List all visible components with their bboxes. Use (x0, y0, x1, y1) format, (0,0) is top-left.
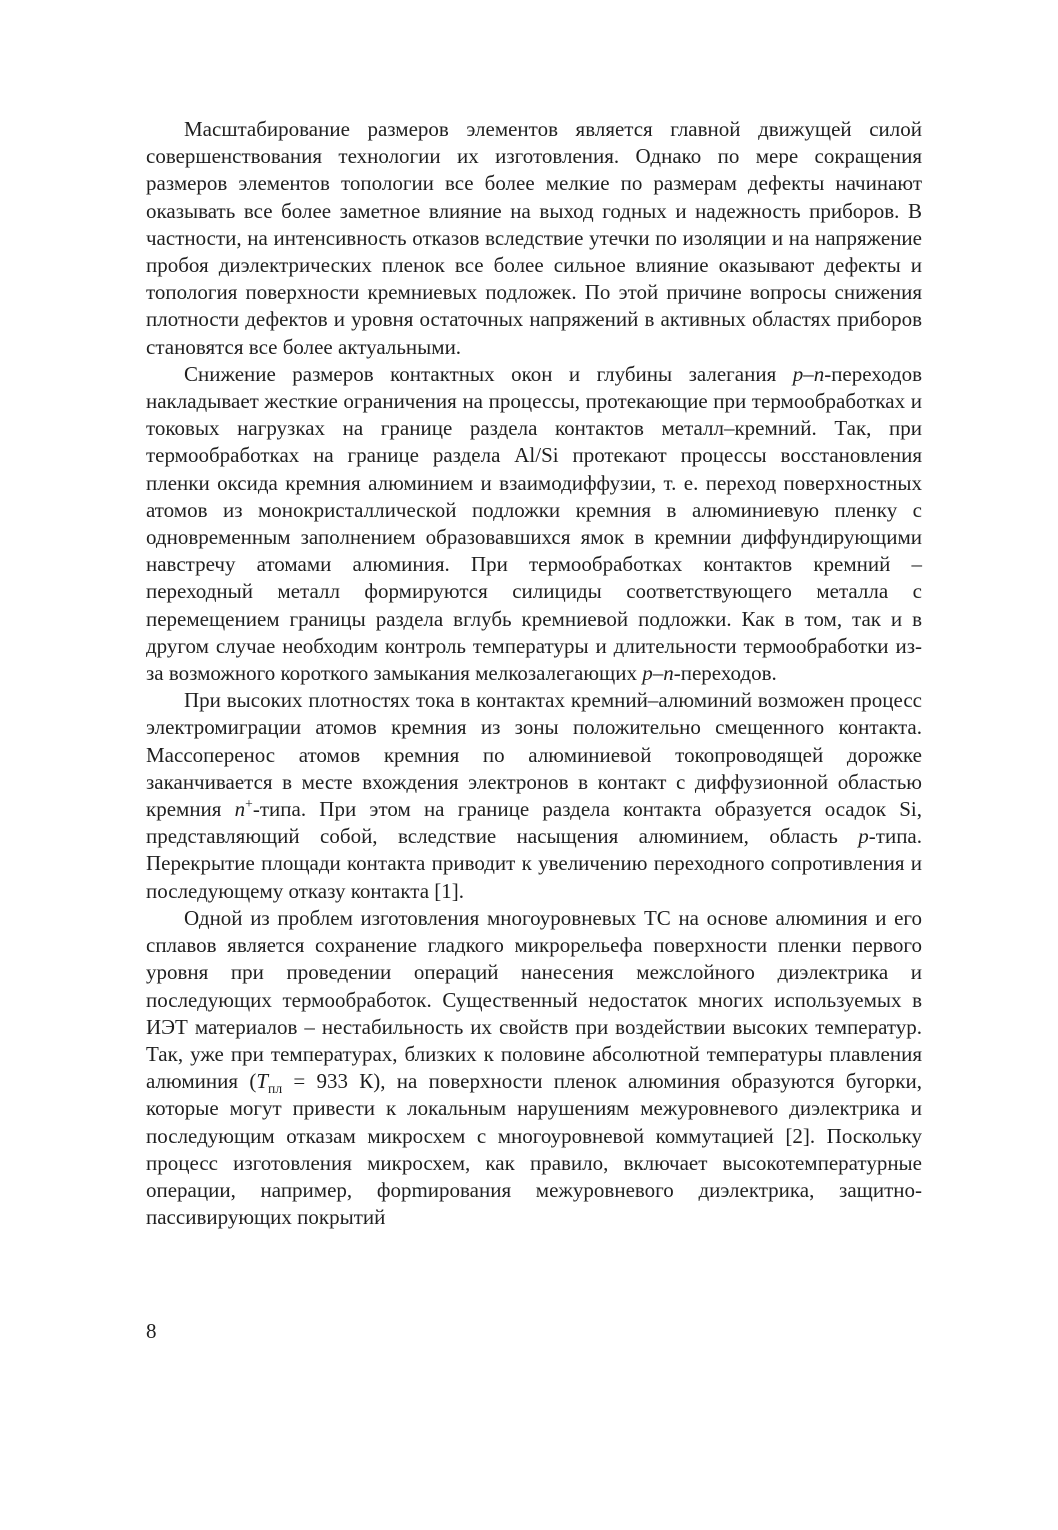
paragraph-4-segment: пл (268, 1081, 283, 1097)
paragraph-3-segment: p (858, 824, 869, 849)
paragraph-3-segment: + (245, 796, 253, 812)
page-body (146, 116, 922, 1231)
paragraph-2-segment: – (652, 661, 664, 686)
paragraph-2-segment: n (813, 361, 825, 386)
paragraph-2-segment: -переходов. (673, 661, 777, 686)
paragraph-4-segment: Одной из проблем изготовления многоуровневых ТС на основе алюминия и его сплавов является сохранение гладкого микрорельефа поверхности пленки первого уровня при проведении операций нанесения межслойного диэлектрика и последующих термообработок. Существенный недостаток многих используемых в ИЭТ материалов – нестабильность их свойств при воздействии высоких температур. Так, уже при температурах, близких к половине абсолютной температуры плавления алюминия ( (146, 905, 922, 1094)
paragraph-1-segment: Масштабирование размеров элементов является главной движущей силой совершенствования технологии их изготовления. Однако по мере сокращения размеров элементов топологии все более мелкие по размерам дефекты начинают оказывать все более заметное влияние на выход годных и надежность приборов. В частности, на интенсивность отказов вследствие утечки по изоляции и на напряжение пробоя диэлектрических пленок все более сильное влияние оказывают дефекты и топология поверхности кремниевых подложек. По этой причине вопросы снижения плотности дефектов и уровня остаточных напряжений в активных областях приборов становятся все более актуальными. (146, 117, 922, 359)
page-number: 8 (146, 1319, 157, 1343)
paragraph-4-segment: T (256, 1069, 269, 1094)
paragraph-2-segment: n (663, 661, 674, 686)
paragraph-4 (146, 905, 922, 1231)
paragraph-3-segment: -типа. Перекрытие площади контакта приводит к увеличению переходного сопротивления и последующему отказу контакта [1]. (146, 824, 922, 903)
paragraph-3-segment: -типа. При этом на границе раздела контакта образуется осадок Si, представляющий собой, вследствие насыщения алюминием, область (146, 797, 922, 849)
paragraph-3 (146, 687, 922, 905)
paragraph-4-segment: = 933 К), на поверхности пленок алюминия образуются бугорки, которые могут привести к локальным нарушениям межуровневого диэлектрика и последующим отказам микросхем с многоуровневой коммутацией [2]. Поскольку процесс изготовления микросхем, как правило, включает высокотемпературные операции, например, форmирования межуровневого диэлектрика, защитно-пассивирующих покрытий (146, 1069, 922, 1230)
paragraph-2-segment: p (642, 661, 653, 686)
paragraph-2 (146, 361, 922, 687)
paragraph-2-segment: p (792, 361, 804, 386)
paragraph-2-segment: – (803, 361, 814, 386)
paragraph-2-segment: -переходов накладывает жесткие ограничения на процессы, протекающие при термообработках и токовых нагрузках на границе раздела контактов металл–кремний. Так, при термообработках на границе раздела Al/Si протекают процессы восстановления пленки оксида кремния алюминием и взаимодиффузии, т. е. переход поверхностных атомов из монокристаллической подложки кремния в алюминиевую пленку с одновременным заполнением образовавшихся ямок в кремнии диффундирующими навстречу атомами алюминия. При термообработках контактов кремний – переходный металл формируются силициды соответствующего металла с перемещением границы раздела вглубь кремниевой подложки. Как в том, так и в другом случае необходим контроль температуры и длительности термообработки из-за возможного короткого замыкания мелкозалегающих (146, 361, 922, 686)
paragraph-1 (146, 116, 922, 361)
paragraph-2-segment: Снижение размеров контактных окон и глубины залегания (184, 361, 793, 386)
paragraph-3-segment: При высоких плотностях тока в контактах кремний–алюминий возможен процесс электромиграции атомов кремния из зоны положительно смещенного контакта. Массоперенос атомов кремния по алюминиевой токопроводящей дорожке заканчивается в месте вхождения электронов в контакт с диффузионной областью кремния (146, 688, 922, 822)
paragraph-3-segment: n (234, 797, 246, 822)
